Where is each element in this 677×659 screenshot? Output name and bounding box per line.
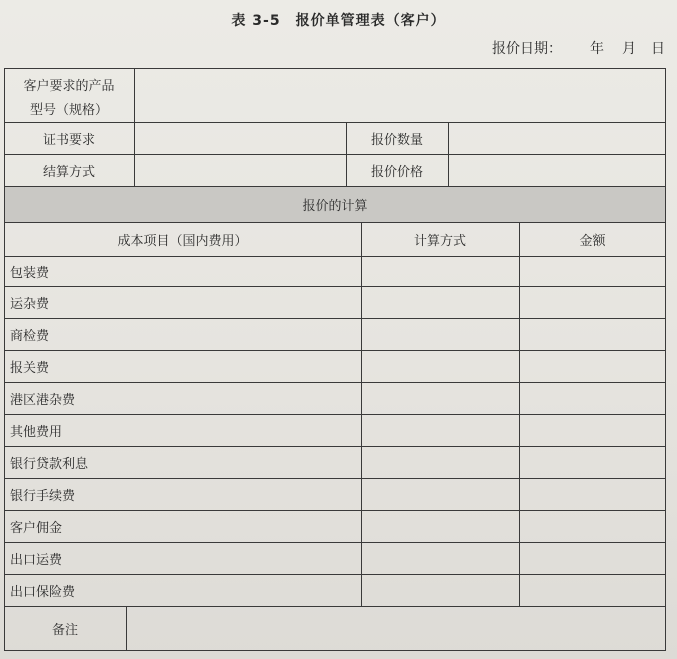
date-month-label: 月 [622,41,636,57]
table-rule [4,446,666,447]
date-year-label: 年 [590,41,604,57]
date-day-label: 日 [651,41,665,57]
quote-date-label: 报价日期： [492,41,562,57]
table-rule [134,68,135,186]
table-rule [126,606,127,650]
cost-row-label: 报关费 [10,360,50,376]
table-rule [4,574,666,575]
cost-row-label: 商检费 [10,328,50,344]
calc-method-header: 计算方式 [413,233,466,249]
cost-item-header: 成本项目（国内费用） [117,233,248,249]
table-rule [4,650,666,651]
quotation-table [4,68,666,650]
table-rule [4,414,666,415]
table-rule [4,382,666,383]
table-rule [4,286,666,287]
quote-price-label: 报价价格 [370,164,423,180]
cost-row-label: 港区港杂费 [10,392,76,408]
table-rule [361,222,362,606]
table-rule [4,542,666,543]
table-rule [4,256,666,257]
certificate-label: 证书要求 [42,132,95,148]
table-rule [4,510,666,511]
product-model-label-line1: 客户要求的产品 [23,78,115,94]
product-model-label-line2: 型号（规格） [29,102,108,118]
table-rule [4,478,666,479]
cost-row-label: 出口运费 [10,552,63,568]
remarks-label: 备注 [51,622,78,638]
settlement-label: 结算方式 [42,164,95,180]
cost-row-label: 银行手续费 [10,488,76,504]
cost-row-label: 出口保险费 [10,584,76,600]
cost-row-label: 银行贷款利息 [10,456,89,472]
quote-quantity-label: 报价数量 [370,132,423,148]
calc-section-heading: 报价的计算 [302,198,368,214]
table-rule [4,68,666,69]
cost-row-label: 其他费用 [10,424,63,440]
cost-row-label: 包装费 [10,265,50,281]
table-rule [448,122,449,186]
page-title: 表 3-5 报价单管理表（客户） [231,13,446,29]
table-rule [665,68,666,650]
cost-row-label: 运杂费 [10,296,50,312]
table-rule [4,350,666,351]
table-rule [4,318,666,319]
cost-row-label: 客户佣金 [10,520,63,536]
table-rule [519,222,520,606]
amount-header: 金额 [579,233,606,249]
